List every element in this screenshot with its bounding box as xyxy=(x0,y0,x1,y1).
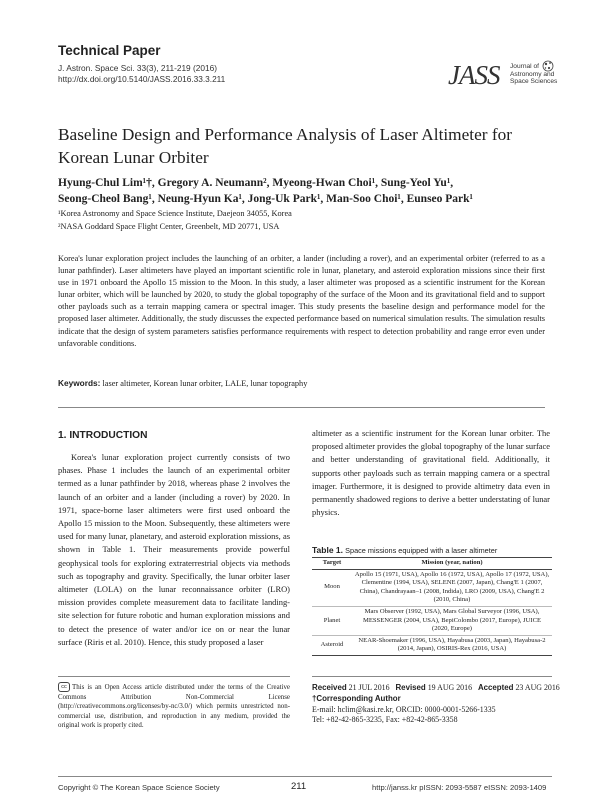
abstract: Korea's lunar exploration project includes the launching of an orbiter, a lander (including a rover), and an experimental orbiter (referred to as a lunar pathfinder). Laser altimeters have played an important scientific role in lunar, planetary, and asteroid exploration missions since their first use in 1971 onboard the Apollo 15 mission to the Moon. In this study, a laser altimeter was proposed as a scientific instrument for the Korean lunar orbiter, which will be launched by 2020, to study the global topography of the surface of the Moon and its gravitational field and to support other payloads such as a terrain mapping camera or spectral imager. This study presents the baseline design and performance model for the proposed laser altimeter. Additionally, the study discusses the expected performance based on numerical simulation results. The simulation results indicate that the design of system parameters satisfies performance requirements with respect to detection probability and range error even under unfavorable conditions. xyxy=(58,254,545,348)
page-number: 211 xyxy=(291,781,307,792)
divider xyxy=(58,676,290,677)
journal-logo xyxy=(448,60,558,102)
left-column xyxy=(58,451,290,649)
keywords-text: laser altimeter, Korean lunar orbiter, LALE, lunar topography xyxy=(102,379,308,388)
paper-type-label: Technical Paper xyxy=(58,43,161,58)
divider xyxy=(312,676,552,677)
affiliation-1: ¹Korea Astronomy and Space Science Institute, Daejeon 34055, Korea xyxy=(58,209,292,218)
table-header-target: Target xyxy=(312,558,352,570)
paper-title: Baseline Design and Performance Analysis of Laser Altimeter for Korean Lunar Orbiter xyxy=(58,125,512,167)
journal-citation: J. Astron. Space Sci. 33(3), 211-219 (2016) xyxy=(58,63,217,73)
footer-issn: http://janss.kr pISSN: 2093-5587 eISSN: 2093-1409 xyxy=(372,783,547,792)
missions-table xyxy=(312,557,552,656)
doi-link[interactable]: http://dx.doi.org/10.5140/JASS.2016.33.3.211 xyxy=(58,74,226,84)
tel-line: Tel: +82-42-865-3235, Fax: +82-42-865-3358 xyxy=(312,714,458,724)
intro-paragraph: Korea's lunar exploration project currently consists of two phases. Phase 1 includes the launch of an experimental orbiter termed as a lunar pathfinder by 2018, whereas phase 2 involves the launch of an orbiter and a lander (including a rover) by 2020. In 1971, space-borne laser altimeters were first used onboard the Apollo 15 mission to the Moon. Subsequently, these altimeters were used for many lunar, planetary, and asteroid exploration missions, as shown in Table 1. Their measurements provide powerful geophysical tools for exploring extraterrestrial objects via methods such as topography and gravity. Specifically, the lunar orbiter laser altimeter (LOLA) on the lunar reconnaissance orbiter (LRO) mission provides complete measurement data to facilitate landing-site selection for future robotic and human exploration missions and to detect the presence of water and/or ice on or near the lunar surface (Riris et al. 2010). Hence, this study proposed a laser xyxy=(58,452,290,647)
intro-paragraph-continued: altimeter as a scientific instrument for the Korean lunar orbiter. The proposed altimeter provides the global topography of the lunar surface and better understanding of gravitational field. Additionally, it supports other payloads such as terrain mapping camera or a spectral imager. Furthermore, it is designed to provide altimetry data even in permanently shadowed regions to derive a better understating of lunar physics. xyxy=(312,428,550,518)
article-history: Received 21 JUL 2016 Revised 19 AUG 2016 Accepted 23 AUG 2016 †Corresponding Author E-mail: hclim@kasi.re.kr, ORCID: 0000-0001-5266-1335 Tel: +82-42-865-3235, Fax: +82-42-865-3358 xyxy=(312,683,562,725)
section-heading: 1. INTRODUCTION xyxy=(58,430,148,441)
affiliation-2: ²NASA Goddard Space Flight Center, Greenbelt, MD 20771, USA xyxy=(58,222,280,231)
corresponding-author-label: †Corresponding Author xyxy=(312,694,401,704)
license-notice: cc This is an Open Access article distributed under the terms of the Creative Commons Attribution Non-Commercial License (http://creativecommons.org/licenses/by-nc/3.0/) which permits unrestricted non-commercial use, distribution, and reproduction in any medium, provided the original work is properly cited. xyxy=(58,684,290,729)
cc-license-icon: cc xyxy=(58,682,70,692)
right-column xyxy=(312,427,550,519)
table-caption: Table 1. Space missions equipped with a laser altimeter xyxy=(312,545,498,555)
journal-logo-subtitle: Journal of Astronomy and Space Sciences xyxy=(510,63,558,86)
email-line: E-mail: hclim@kasi.re.kr, ORCID: 0000-0001-5266-1335 xyxy=(312,704,496,714)
keywords xyxy=(58,378,307,388)
keywords-label: Keywords: xyxy=(58,378,101,388)
table-header-mission: Mission (year, nation) xyxy=(352,558,552,570)
table-row: Asteroid NEAR-Shoemaker (1996, USA), Hayabusa (2003, Japan), Hayabusa-2 (2014, Japan), OSIRIS-Rex (2016, USA) xyxy=(312,635,552,655)
table-row: Moon Apollo 15 (1971, USA), Apollo 16 (1972, USA), Apollo 17 (1972, USA), Clementine (1994, USA), SELENE (2007, Japan), Chang'E 1 (2007, China), Chandrayaan–1 (2008, Indida), LRO (2009, USA), Chang'E 2 (2010, China) xyxy=(312,569,552,606)
footer-divider xyxy=(58,776,552,777)
author-list: Hyung-Chul Lim¹†, Gregory A. Neumann², Myeong-Hwan Choi¹, Sung-Yeol Yu¹, Seong-Cheol Bang¹, Neung-Hyun Ka¹, Jong-Uk Park¹, Man-Soo Choi¹, Eunseo Park¹ xyxy=(58,177,474,205)
divider xyxy=(58,407,545,408)
table-row: Planet Mars Observer (1992, USA), Mars Global Surveyor (1996, USA), MESSENGER (2004, USA), BepiColombo (2017, Europe), JUICE (2020, Europe) xyxy=(312,606,552,635)
journal-logo-text: JASS xyxy=(448,60,500,90)
footer-copyright: Copyright © The Korean Space Science Society xyxy=(58,783,220,792)
